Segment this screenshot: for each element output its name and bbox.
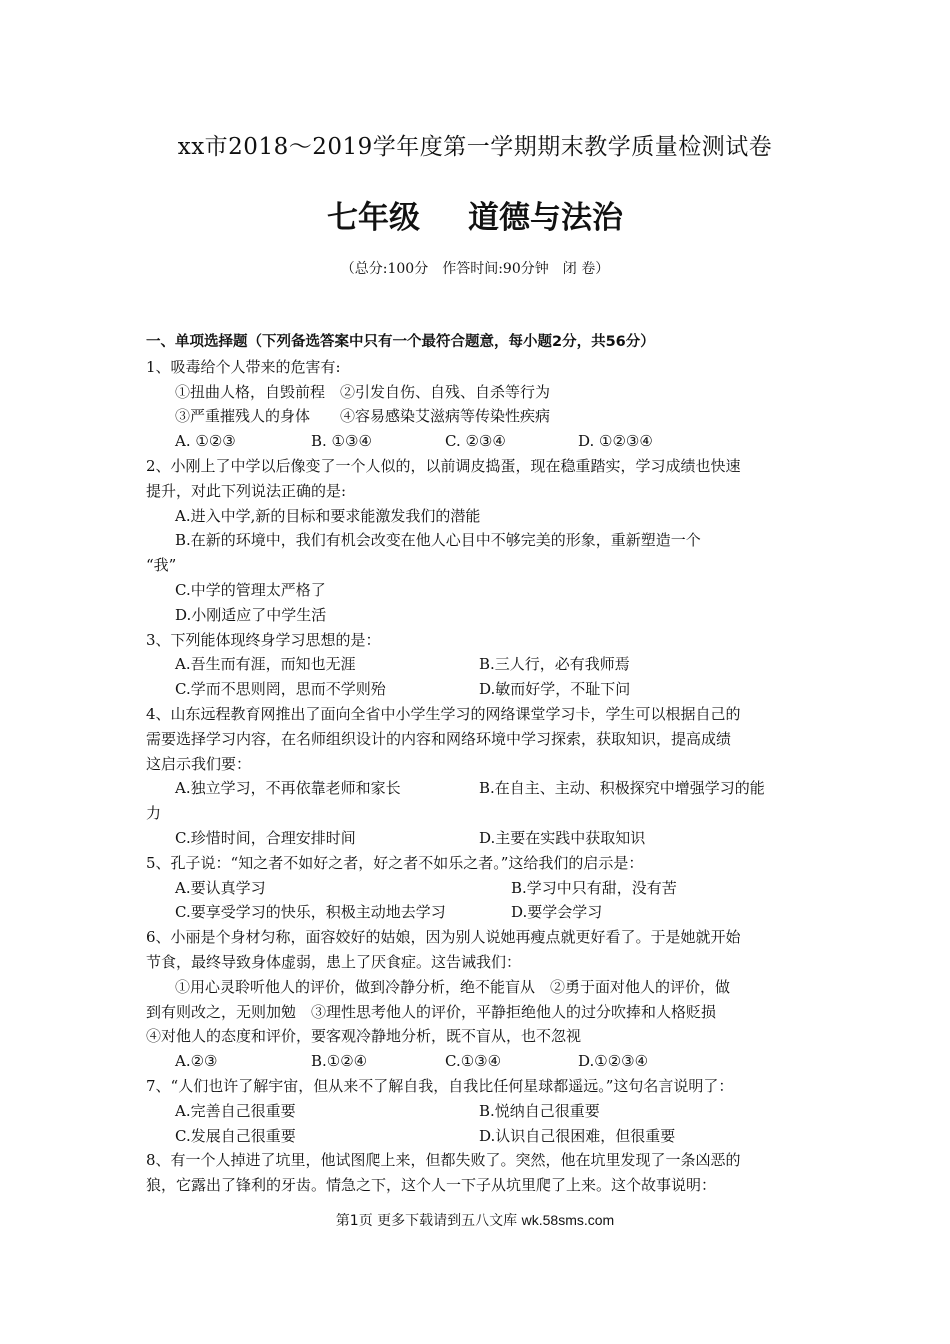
- grade-label: 七年级: [327, 200, 420, 236]
- option-d: D.小刚适应了中学生活: [175, 605, 327, 624]
- question-5-options-1: [146, 876, 816, 901]
- question-1-items-2: ③严重摧残人的身体 ④容易感染艾滋病等传染性疾病: [175, 407, 551, 426]
- question-6-stem-2: 节食，最终导致身体虚弱，患上了厌食症。这告诫我们：: [146, 952, 522, 971]
- question-7-stem: 7、“人们也许了解宇宙，但从来不了解自我，自我比任何星球都遥远。”这句名言说明了：: [146, 1076, 734, 1095]
- option-c: C.中学的管理太严格了: [175, 580, 326, 599]
- question-6-items-1: ①用心灵聆听他人的评价，做到冷静分析，绝不能盲从 ②勇于面对他人的评价，做: [175, 977, 731, 996]
- subject-label: 道德与法治: [468, 200, 623, 236]
- site-link[interactable]: wk.58sms.com: [521, 1212, 615, 1228]
- option-b: B.三人行，必有我师焉: [479, 655, 630, 674]
- option-d: D.主要在实践中获取知识: [479, 828, 646, 847]
- option-d: D.要学会学习: [511, 903, 603, 922]
- exam-title: xx市2018～2019学年度第一学期期末教学质量检测试卷: [177, 134, 773, 160]
- option-b: B.学习中只有甜，没有苦: [511, 878, 677, 897]
- page-footer: [0, 1210, 950, 1230]
- exam-subtitle: [0, 192, 950, 237]
- question-6-stem-1: 6、小丽是个身材匀称，面容姣好的姑娘，因为别人说她再瘦点就更好看了。于是她就开始: [146, 928, 741, 947]
- question-4-stem-2: 需要选择学习内容，在名师组织设计的内容和网络环境中学习探索，获取知识，提高成绩: [146, 729, 732, 748]
- option-b-continued: 力: [146, 804, 162, 823]
- question-8-stem-1: 8、有一个人掉进了坑里，他试图爬上来，但都失败了。突然，他在坑里发现了一条凶恶的: [146, 1151, 741, 1170]
- question-list: [146, 330, 816, 1198]
- question-4-options-1: [146, 776, 816, 801]
- question-5-options-2: [146, 900, 816, 925]
- question-5-stem: 5、孔子说：“知之者不如好之者，好之者不如乐之者。”这给我们的启示是：: [146, 853, 644, 872]
- question-6-items-3: ④对他人的态度和评价，要客观冷静地分析，既不盲从，也不忽视: [146, 1027, 582, 1046]
- question-2-stem-1: 2、小刚上了中学以后像变了一个人似的，以前调皮捣蛋，现在稳重踏实，学习成绩也快速: [146, 456, 741, 475]
- question-3-options-2: [146, 677, 816, 702]
- page-number: 第1页: [335, 1213, 373, 1229]
- question-3-stem: 3、下列能体现终身学习思想的是：: [146, 630, 381, 649]
- option-d: D.敏而好学，不耻下问: [479, 680, 631, 699]
- option-b: B.在新的环境中，我们有机会改变在他人心目中不够完美的形象，重新塑造一个: [175, 531, 701, 550]
- option-d: D. ①②③④: [578, 432, 653, 451]
- option-a: A.②③: [175, 1052, 218, 1071]
- option-b: B. ①③④: [311, 432, 372, 451]
- question-4-options-2: [146, 826, 816, 851]
- section-heading: 一、单项选择题（下列备选答案中只有一个最符合题意，每小题2分，共56分）: [146, 334, 655, 350]
- option-b: B.①②④: [311, 1052, 368, 1071]
- option-a: A.完善自己很重要: [175, 1101, 296, 1120]
- question-1-options: [146, 429, 816, 454]
- option-a: A.吾生而有涯，而知也无涯: [175, 655, 356, 674]
- question-1-items-1: ①扭曲人格，自毁前程 ②引发自伤、自残、自杀等行为: [175, 382, 551, 401]
- question-7-options-1: [146, 1099, 816, 1124]
- exam-meta: （总分:100分 作答时间:90分钟 闭 卷）: [340, 261, 610, 277]
- question-7-options-2: [146, 1124, 816, 1149]
- option-a: A.进入中学,新的目标和要求能激发我们的潜能: [175, 506, 481, 525]
- option-c: C.学而不思则罔，思而不学则殆: [175, 680, 386, 699]
- option-a: A. ①②③: [175, 432, 236, 451]
- question-4-stem-3: 这启示我们要：: [146, 754, 252, 773]
- question-6-items-2: 到有则改之，无则加勉 ③理性思考他人的评价，平静拒绝他人的过分吹捧和人格贬损: [146, 1002, 717, 1021]
- option-c: C.①③④: [445, 1052, 502, 1071]
- option-a: A.要认真学习: [175, 878, 266, 897]
- option-b: B.在自主、主动、积极探究中增强学习的能: [479, 779, 765, 798]
- option-b: B.悦纳自己很重要: [479, 1101, 600, 1120]
- option-a: A.独立学习，不再依靠老师和家长: [175, 779, 401, 798]
- question-1-stem: 1、吸毒给个人带来的危害有:: [146, 357, 341, 376]
- option-c: C. ②③④: [445, 432, 506, 451]
- download-note: 更多下载请到五八文库: [377, 1213, 518, 1229]
- question-6-options: [146, 1049, 816, 1074]
- option-c: C.要享受学习的快乐，积极主动地去学习: [175, 903, 446, 922]
- option-d: D.①②③④: [578, 1052, 649, 1071]
- question-2-stem-2: 提升，对此下列说法正确的是:: [146, 481, 347, 500]
- question-8-stem-2: 狼，它露出了锋利的牙齿。情急之下，这个人一下子从坑里爬了上来。这个故事说明：: [146, 1176, 717, 1195]
- option-c: C.珍惜时间，合理安排时间: [175, 828, 356, 847]
- question-4-stem-1: 4、山东远程教育网推出了面向全省中小学生学习的网络课堂学习卡，学生可以根据自己的: [146, 704, 741, 723]
- option-d: D.认识自己很困难，但很重要: [479, 1126, 676, 1145]
- question-3-options-1: [146, 652, 816, 677]
- option-c: C.发展自己很重要: [175, 1126, 296, 1145]
- option-b-continued: “我”: [146, 556, 177, 575]
